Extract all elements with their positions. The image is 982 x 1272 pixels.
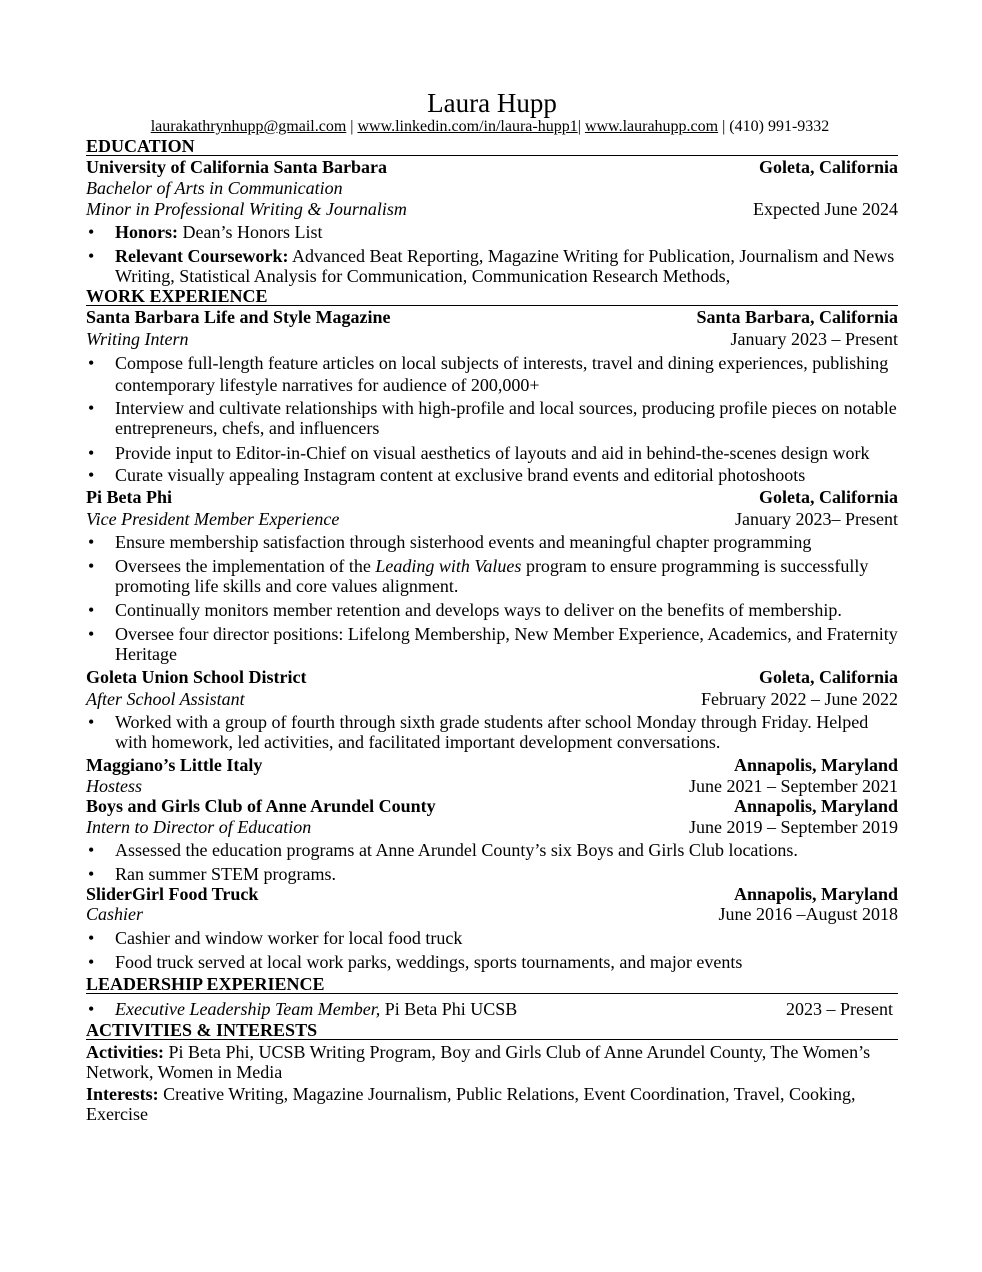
interests-paragraph: Interests: Creative Writing, Magazine Journalism, Public Relations, Event Coordination, Travel, Cooking, Exercise: [86, 1084, 856, 1124]
job-title: Writing Intern: [86, 329, 189, 349]
job-title: Vice President Member Experience: [86, 509, 340, 529]
job-header-row: [86, 754, 898, 776]
section-heading-work: WORK EXPERIENCE: [86, 286, 898, 306]
job-dates: February 2022 – June 2022: [701, 689, 898, 709]
job-location: Annapolis, Maryland: [733, 755, 898, 775]
job-bullets: [86, 352, 898, 486]
list-item: • Interview and cultivate relationships with high-profile and local sources, producing profile pieces on notable entrepreneurs, chefs, and influencers: [86, 398, 898, 438]
job-title-row: [86, 328, 898, 350]
list-item: • Assessed the education programs at Anne Arundel County’s six Boys and Girls Club locations.: [86, 840, 898, 860]
job-bullets: [86, 928, 898, 972]
minor: Minor in Professional Writing & Journalism: [86, 199, 407, 219]
phone-number: | (410) 991-9332: [718, 118, 830, 135]
job-title-row: [86, 688, 898, 710]
job-title: After School Assistant: [86, 689, 245, 709]
job-bullets: [86, 712, 898, 752]
job-title-row: [86, 816, 898, 838]
job-location: Goleta, California: [759, 487, 898, 507]
list-item: • Compose full-length feature articles on local subjects of interests, travel and dining experiences, publishing contemporary lifestyle narratives for audience of 200,000+: [86, 352, 898, 396]
job-dates: June 2021 – September 2021: [689, 776, 898, 796]
education-bullets: [86, 222, 898, 286]
job-header-row: [86, 796, 898, 816]
degree: Bachelor of Arts in Communication: [86, 178, 343, 198]
list-item: • Continually monitors member retention and develops ways to deliver on the benefits of membership.: [86, 600, 898, 620]
list-item: • Curate visually appealing Instagram content at exclusive brand events and editorial photoshoots: [86, 464, 898, 486]
list-item: • Cashier and window worker for local food truck: [86, 928, 898, 948]
website-link[interactable]: www.laurahupp.com: [584, 118, 719, 135]
list-item: • Food truck served at local work parks, weddings, sports tournaments, and major events: [86, 952, 898, 972]
job-location: Santa Barbara, California: [696, 307, 898, 327]
job-location: Annapolis, Maryland: [733, 884, 898, 904]
job-header-row: [86, 666, 898, 688]
job-bullets: [86, 840, 898, 884]
list-item: • Oversee four director positions: Lifelong Membership, New Member Experience, Academics, and Fraternity Heritage: [86, 624, 898, 664]
job-dates: June 2016 –August 2018: [718, 904, 898, 924]
contact-separator: |: [577, 118, 585, 135]
job-bullets: [86, 532, 898, 664]
contact-line: [82, 118, 898, 136]
school-location: Goleta, California: [759, 157, 898, 177]
job-org: SliderGirl Food Truck: [86, 884, 259, 904]
job-header-row: [86, 884, 898, 904]
leadership-dates: 2023 – Present: [786, 999, 893, 1019]
job-location: Goleta, California: [759, 667, 898, 687]
section-heading-leadership: LEADERSHIP EXPERIENCE: [86, 974, 898, 994]
job-org: Goleta Union School District: [86, 667, 307, 687]
leadership-role: • Executive Leadership Team Member, Pi Beta Phi UCSB: [115, 999, 518, 1019]
job-dates: January 2023– Present: [735, 509, 898, 529]
job-dates: June 2019 – September 2019: [689, 817, 898, 837]
leadership-row: [86, 998, 898, 1020]
activities-paragraph: Activities: Pi Beta Phi, UCSB Writing Program, Boy and Girls Club of Anne Arundel County, The Women’s Network, Women in Media: [86, 1042, 871, 1082]
job-title-row: [86, 904, 898, 924]
job-org: Maggiano’s Little Italy: [86, 755, 263, 775]
job-title: Intern to Director of Education: [86, 817, 312, 837]
section-heading-education: EDUCATION: [86, 136, 898, 156]
job-header-row: [86, 306, 898, 328]
contact-separator: |: [346, 118, 358, 135]
list-item: • Provide input to Editor-in-Chief on visual aesthetics of layouts and aid in behind-the-scenes design work: [86, 442, 898, 464]
education-minor-row: [86, 198, 898, 220]
list-item: • Relevant Coursework: Advanced Beat Reporting, Magazine Writing for Publication, Journalism and News Writing, Statistical Analysis for Communication, Communication Research Methods,: [86, 246, 898, 286]
education-degree-row: [86, 178, 898, 198]
section-heading-activities: ACTIVITIES & INTERESTS: [86, 1020, 898, 1040]
education-school-row: [86, 156, 898, 178]
list-item: • Ran summer STEM programs.: [86, 864, 898, 884]
job-location: Annapolis, Maryland: [733, 796, 898, 816]
job-title-row: [86, 508, 898, 530]
school-name: University of California Santa Barbara: [86, 157, 387, 177]
job-title: Cashier: [86, 904, 144, 924]
job-title: Hostess: [86, 776, 143, 796]
job-title-row: [86, 776, 898, 796]
job-org: Pi Beta Phi: [86, 487, 172, 507]
job-org: Boys and Girls Club of Anne Arundel County: [86, 796, 436, 816]
list-item: • Honors: Dean’s Honors List: [86, 222, 898, 242]
job-header-row: [86, 486, 898, 508]
list-item: • Worked with a group of fourth through sixth grade students after school Monday through Friday. Helped with homework, led activities, and facilitated important development conversations.: [86, 712, 898, 752]
linkedin-link[interactable]: www.linkedin.com/in/laura-hupp1: [357, 118, 578, 135]
candidate-name: Laura Hupp: [427, 88, 557, 118]
expected-graduation: Expected June 2024: [753, 199, 898, 219]
job-dates: January 2023 – Present: [730, 329, 898, 349]
email-link[interactable]: laurakathrynhupp@gmail.com: [150, 118, 347, 135]
list-item: • Oversees the implementation of the Leading with Values program to ensure programming is successfully promoting life skills and core values alignment.: [86, 556, 898, 596]
job-org: Santa Barbara Life and Style Magazine: [86, 307, 391, 327]
list-item: • Ensure membership satisfaction through sisterhood events and meaningful chapter programming: [86, 532, 898, 552]
resume-page: [86, 0, 898, 1126]
